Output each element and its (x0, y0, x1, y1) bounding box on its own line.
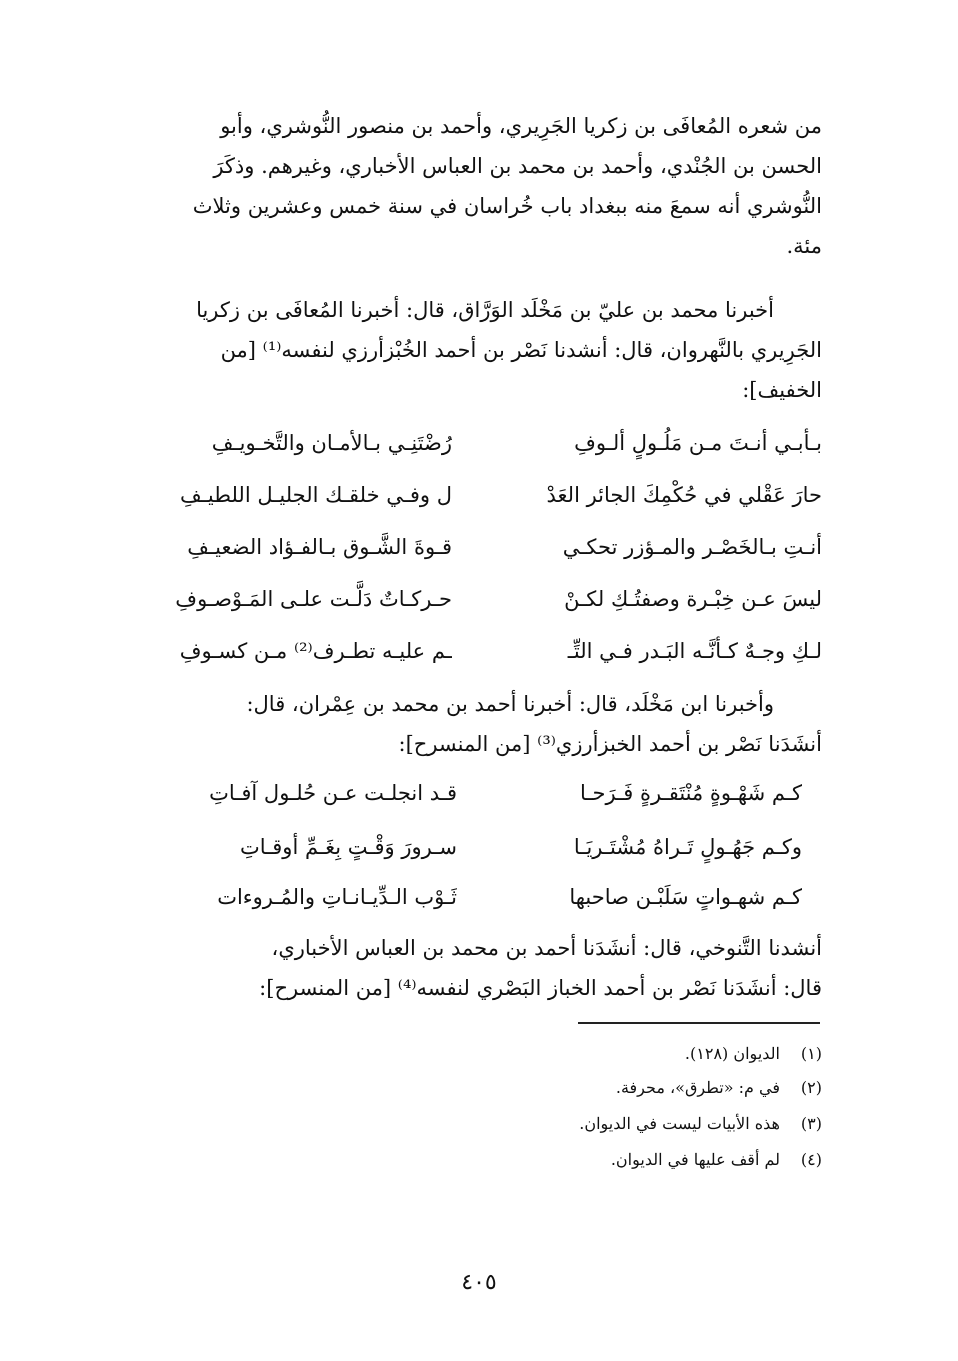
verse-first-hemistich: بـأبـي أنـتَ مـن مَلُـولٍ ألـوفِ (574, 431, 822, 455)
verse-first-hemistich: وكـم جَهُـولٍ تَـراهُ مُشْتَـريَـا (573, 835, 802, 859)
verse-first-hemistich: ليسَ عـن خِبْـرة وصفتُـكِ لكـنْ (564, 587, 822, 611)
verse-second-hemistich: ثَـوْب الـدِّيـانـاتِ والمُـروءات (217, 885, 457, 909)
text-line: الجَرِيري بالنَّهروان، قال: أنشدنا نَصْر بن أحمد الخُبْزأرزي لنفسه⁽¹⁾ [من (220, 338, 822, 362)
verse-first-hemistich: لـكِ وجـهٌ كـأنَّـه البَـدر فـي التِّـ (567, 639, 822, 663)
verse-second-hemistich: قـوةَ الشَّـوق بـالفـؤاد الضعيـفِ (187, 535, 452, 559)
poem-1-verse (112, 418, 822, 468)
paragraph-2 (112, 290, 822, 410)
footnote-number: (٤) (800, 1150, 822, 1169)
text-line: قال: أنشَدَنا نَصْر بن أحمد الخباز البَصْري لنفسه⁽⁴⁾ [من المنسرح]: (259, 976, 822, 1000)
text-line: من شعره المُعافَى بن زكريا الجَرِيري، وأحمد بن منصور النُّوشري، وأبو (220, 114, 822, 138)
verse-second-hemistich: قـد انجلـت عـن حُلـول آفـاتِ (209, 781, 457, 805)
verse-first-hemistich: حارَ عَقْلي في حُكْمِكَ الجائر العَدْ (546, 483, 822, 507)
poem-2-verse (132, 822, 802, 872)
verse-first-hemistich: كـم شَهْـوةٍ مُنْتَقـرةٍ فَـرَحـا (579, 781, 802, 805)
paragraph-3 (112, 684, 822, 764)
text-line: مئة. (786, 234, 822, 258)
poem-1-verse (112, 626, 822, 676)
verse-second-hemistich: سـرورَ وَقْـتٍ بِغَـمِّ أوقـاتِ (239, 835, 457, 859)
text-line: النُّوشري أنه سمعَ منه ببغداد باب خُراسان في سنة خمس وعشرين وثلاث (192, 194, 822, 218)
footnote-text: في م: «تطرق»، محرفة. (615, 1078, 780, 1097)
verse-second-hemistich: حـركـاتٌ دَلَّـت علـى المَـوْصـوفِ (175, 587, 452, 611)
footnote-text: الديوان (١٢٨). (684, 1044, 780, 1063)
footnote-text: هذه الأبيات ليست في الديوان. (579, 1114, 780, 1133)
text-line: أنشَدَنا نَصْر بن أحمد الخبزأرزي⁽³⁾ [من المنسرح]: (398, 732, 822, 756)
footnote-number: (١) (800, 1044, 822, 1063)
poem-1-verse (112, 522, 822, 572)
text-line: الخفيف]: (742, 378, 822, 402)
poem-2-verse (132, 872, 802, 922)
verse-first-hemistich: أنـتِ بـالخَصْـر والمـؤزر تحكـي (562, 535, 822, 559)
footnote-text: لم أقف عليها في الديوان. (610, 1150, 780, 1169)
footnote (322, 1076, 822, 1108)
poem-1-verse (112, 470, 822, 520)
footnote (322, 1112, 822, 1144)
text-line: أخبرنا محمد بن عليّ بن مَخْلَد الوَرَّاق، قال: أخبرنا المُعافَى بن زكريا (196, 298, 774, 322)
footnote-number: (٢) (800, 1078, 822, 1097)
verse-second-hemistich: رُضْتَنِـي بـالأمـان والتَّخـويـفِ (211, 431, 452, 455)
paragraph-1 (112, 106, 822, 266)
verse-first-hemistich: كـم شهـواتٍ سَلَبْـن صاحبها (569, 885, 802, 909)
text-line: أنشدنا التَّنوخي، قال: أنشَدَنا أحمد بن محمد بن العباس الأخباري، (271, 936, 822, 960)
footnote-number: (٣) (800, 1114, 822, 1133)
verse-second-hemistich: ل وفـي خلقـك الجليـل اللطيـفِ (180, 483, 452, 507)
footnote (322, 1042, 822, 1074)
poem-1-verse (112, 574, 822, 624)
footnote-divider (578, 1022, 820, 1024)
text-line: وأخبرنا ابن مَخْلَد، قال: أخبرنا أحمد بن محمد بن عِمْران، قال: (246, 692, 774, 716)
page-number: ٤٠٥ (461, 1270, 497, 1295)
poem-2-verse (132, 768, 802, 818)
paragraph-4 (112, 928, 822, 1008)
text-line: الحسن بن الجُنْدي، وأحمد بن محمد بن العباس الأخباري، وغيرهم. وذكَرَ (213, 154, 822, 178)
verse-second-hemistich: ـم عليـه تطـرف⁽²⁾ مـن كسـوفِ (179, 639, 452, 663)
footnote (322, 1148, 822, 1180)
